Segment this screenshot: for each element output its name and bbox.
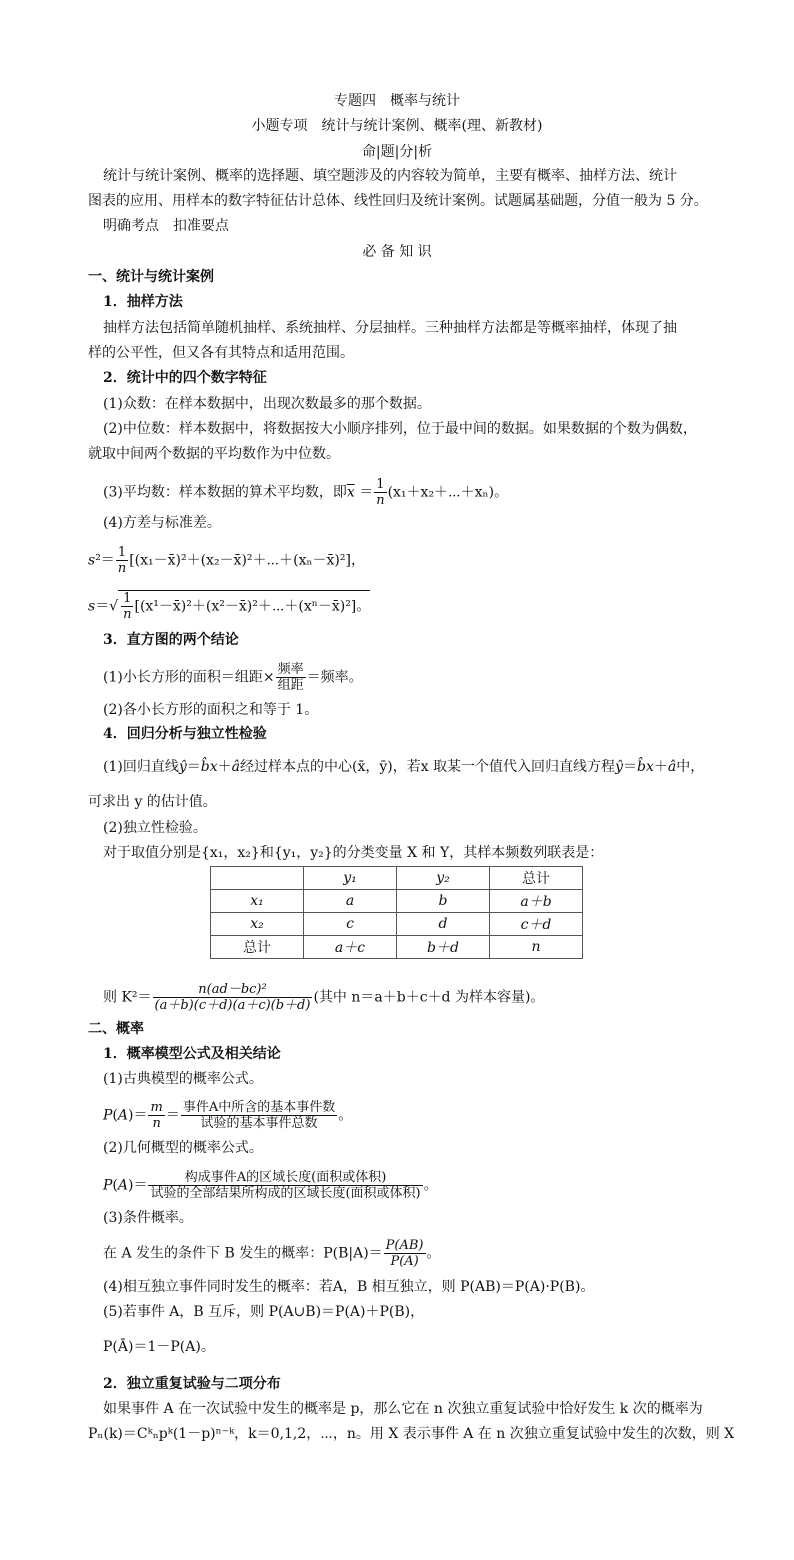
paragraph-line: 抽样方法包括简单随机抽样、系统抽样、分层抽样。三种抽样方法都是等概率抽样，体现了抽 [103, 320, 677, 336]
regression-line: (1)回归直线ŷ＝b̂x＋â经过样本点的中心(x̄，ȳ)，若x 取某一个值代入回归直线方程ŷ＝b̂x＋â中， [103, 759, 705, 775]
std-expr: [(x¹－x̄)²＋(x²－x̄)²＋⋯＋(xⁿ－x̄)²]。 [134, 598, 371, 615]
table-cell: 总计 [490, 867, 583, 890]
table-row [211, 936, 583, 959]
subsection-title: 2．统计中的四个数字特征 [103, 370, 267, 386]
subsection-title: 4．回归分析与独立性检验 [103, 726, 267, 742]
table-cell: y₂ [397, 867, 490, 890]
geo-title: (2)几何概型的概率公式。 [103, 1140, 263, 1156]
k2-suffix: (其中 n＝a＋b＋c＋d 为样本容量)。 [313, 989, 545, 1006]
binomial-line: 如果事件 A 在一次试验中发生的概率是 p，那么它在 n 次独立重复试验中恰好发生 k 次的概率为 [103, 1401, 703, 1417]
table-cell: c [304, 913, 397, 936]
median-line: 就取中间两个数据的平均数作为中位数。 [88, 446, 340, 462]
fraction-num: 频率 [277, 662, 304, 677]
hist-suffix: ＝频率。 [306, 669, 363, 686]
fraction-num: 构成事件A的区域长度(面积或体积) [148, 1170, 422, 1186]
table-header-row [211, 867, 583, 890]
hist-line: (2)各小长方形的面积之和等于 1。 [103, 702, 319, 718]
table-cell: n [490, 936, 583, 959]
median-line: (2)中位数：样本数据中，将数据按大小顺序排列，位于最中间的数据。如果数据的个数为偶数， [103, 421, 697, 437]
table-cell: d [397, 913, 490, 936]
fraction: $\frac{1}{n}$ [376, 477, 385, 508]
fraction [181, 1100, 337, 1131]
reg-prefix: (1)回归直线 [103, 759, 179, 775]
variance-title: (4)方差与标准差。 [103, 515, 221, 531]
table-cell: y₁ [304, 867, 397, 890]
section-title: 二、概率 [88, 1021, 144, 1037]
table-cell: a [304, 890, 397, 913]
subsection-title: 1．概率模型公式及相关结论 [103, 1046, 281, 1062]
k2-prefix: 则 K²＝ [103, 989, 152, 1006]
mutex-line: (5)若事件 A，B 互斥，则 P(A∪B)＝P(A)＋P(B)， [103, 1304, 425, 1320]
subsection-title: 2．独立重复试验与二项分布 [103, 1376, 281, 1392]
table-cell: x₂ [211, 913, 304, 936]
fraction-den: (a＋b)(c＋d)(a＋c)(b＋d) [154, 998, 311, 1013]
variance-expr: [(x₁－x̄)²＋(x₂－x̄)²＋⋯＋(xₙ－x̄)²]， [129, 552, 365, 569]
fraction [276, 662, 306, 693]
cond-prefix: 在 A 发生的条件下 B 发生的概率：P(B|A)＝ [103, 1245, 383, 1262]
fraction-den: 试验的全部结果所构成的区域长度(面积或体积) [150, 1186, 421, 1201]
table-cell: 总计 [211, 936, 304, 959]
fraction [384, 1238, 426, 1269]
contingency-table [210, 866, 583, 959]
intro-line: 图表的应用、用样本的数字特征估计总体、线性回归及统计案例。试题属基础题，分值一般为 5 分。 [88, 193, 708, 209]
subsection-title: 3．直方图的两个结论 [103, 632, 239, 648]
variance-formula: s²＝ $\frac{1}{n}$ [(x₁－x̄)²＋(x₂－x̄)²＋⋯＋(xₙ－x̄)²]， [88, 545, 365, 576]
reg-suffix: 中， [676, 759, 705, 775]
knowledge-title: 必 备 知 识 [362, 244, 432, 260]
table-cell: c＋d [490, 913, 583, 936]
binomial-line: Pₙ(k)＝Cᵏₙpᵏ(1－p)ⁿ⁻ᵏ，k＝0,1,2，⋯，n。用 X 表示事件 A 在 n 次独立重复试验中发生的次数，则 X [88, 1426, 735, 1442]
subsection-title: 1．抽样方法 [103, 294, 183, 310]
reg-middle: 经过样本点的中心(x̄，ȳ)，若x 取某一个值代入回归直线方程 [239, 759, 616, 775]
table-row [211, 913, 583, 936]
fraction-num: P(AB) [385, 1238, 424, 1253]
table-cell: a＋b [490, 890, 583, 913]
indep-title: (2)独立性检验。 [103, 820, 207, 836]
mean-prefix: (3)平均数：样本数据的算术平均数，即 [103, 484, 347, 501]
table-cell [211, 867, 304, 890]
mean-line: (3)平均数：样本数据的算术平均数，即$\overline{x}$ ＝ $\frac{1}{n}$ (x₁＋x₂＋⋯＋xₙ)。 [103, 477, 509, 508]
mean-formula: (x₁＋x₂＋⋯＋xₙ)。 [387, 484, 509, 501]
k2-formula [0, 982, 794, 1013]
indep-desc: 对于取值分别是{x₁，x₂}和{y₁，y₂}的分类变量 X 和 Y，其样本频数列联表是： [103, 845, 604, 861]
mode-line: (1)众数：在样本数据中，出现次数最多的那个数据。 [103, 396, 431, 412]
table-row [211, 890, 583, 913]
fraction-den: P(A) [390, 1254, 419, 1269]
section-title: 一、统计与统计案例 [88, 269, 214, 285]
std-formula: s＝√ $\frac{1}{n}$ [(x¹－x̄)²＋(x²－x̄)²＋⋯＋(xⁿ－x̄)²]。 [88, 591, 371, 622]
hist-prefix: (1)小长方形的面积＝组距× [103, 669, 275, 686]
fraction-num: 事件A中所含的基本事件数 [182, 1100, 336, 1115]
fraction [153, 982, 313, 1013]
classic-title: (1)古典模型的概率公式。 [103, 1071, 263, 1087]
classic-formula: P(A)＝ $\frac{m}{n}$ ＝ $\frac{\text{事件A中所含的基本事件数}}{\text{试验的基本事件总数}}$ 。 [103, 1100, 353, 1131]
hist-line [0, 662, 794, 693]
table-cell: a＋c [304, 936, 397, 959]
analysis-title: 命|题|分|析 [361, 144, 433, 160]
cond-formula: 在 A 发生的条件下 B 发生的概率：P(B|A)＝ $\frac{P(AB)}{P(A)}$ 。 [103, 1238, 441, 1269]
fraction-num: n(ad－bc)² [153, 982, 313, 998]
table-cell: b [397, 890, 490, 913]
fraction-den: 组距 [277, 678, 304, 693]
fraction-den: 试验的基本事件总数 [200, 1116, 318, 1131]
table-cell: x₁ [211, 890, 304, 913]
paragraph-line: 样的公平性，但又各有其特点和适用范围。 [88, 345, 354, 361]
subtitle: 小题专项 统计与统计案例、概率(理、新教材) [251, 118, 543, 134]
intro-line: 统计与统计案例、概率的选择题、填空题涉及的内容较为简单，主要有概率、抽样方法、统计 [103, 168, 677, 184]
table-cell: b＋d [397, 936, 490, 959]
complement-line: P(Ā)＝1－P(A)。 [103, 1339, 215, 1355]
indep-events-line: (4)相互独立事件同时发生的概率：若A，B 相互独立，则 P(AB)＝P(A)·P(B)。 [103, 1279, 595, 1295]
fraction [148, 1170, 422, 1201]
geo-formula: P(A)＝ $\frac{\text{构成事件A的区域长度(面积或体积)}}{\text{试验的全部结果所构成的区域长度(面积或体积)}}$ 。 [103, 1170, 438, 1201]
cond-title: (3)条件概率。 [103, 1210, 193, 1226]
topic-title: 专题四 概率与统计 [334, 93, 460, 109]
focus-line: 明确考点 扣准要点 [103, 218, 229, 234]
regression-line: 可求出 y 的估计值。 [88, 794, 217, 810]
